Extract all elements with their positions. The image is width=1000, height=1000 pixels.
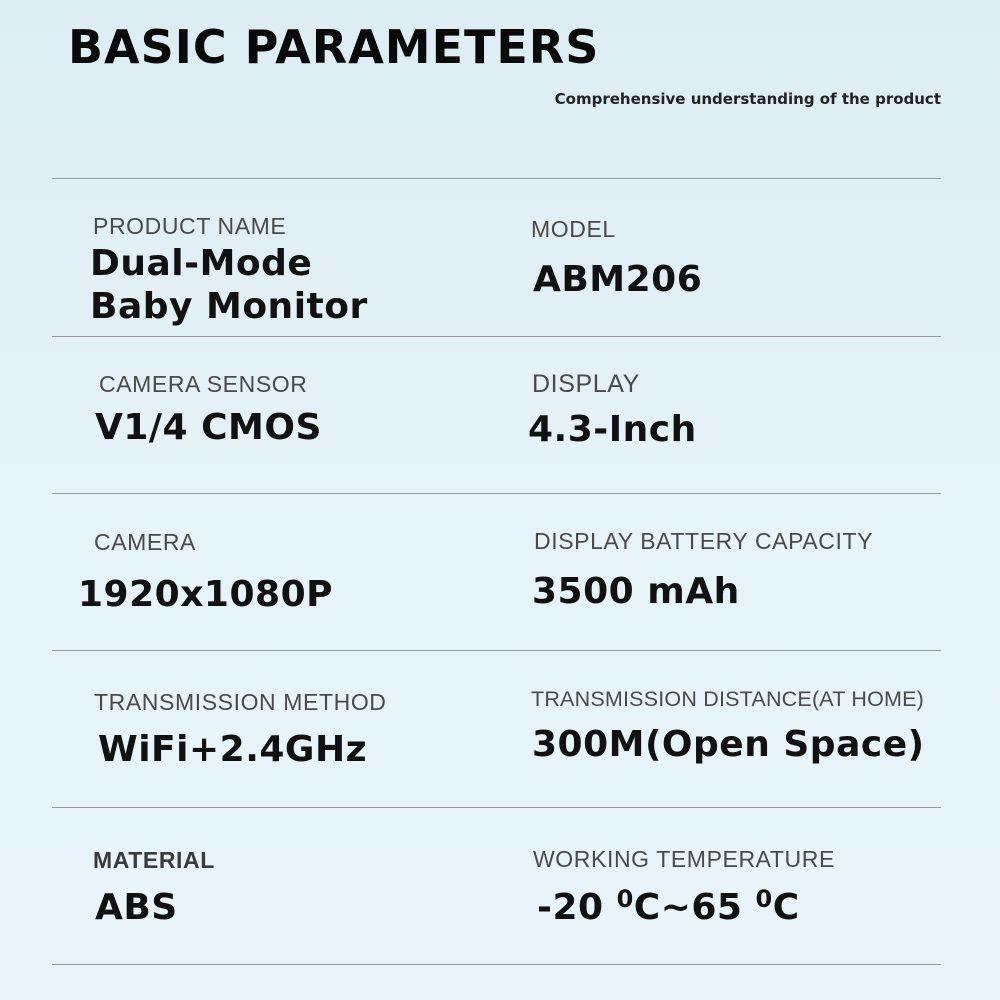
degree-symbol: 0 [755, 885, 773, 913]
temp-low-unit: C~65 [633, 887, 756, 928]
transmission-method-label: TRANSMISSION METHOD [94, 689, 387, 715]
material-value: ABS [95, 887, 178, 928]
display-label: DISPLAY [532, 370, 640, 398]
product-name-line-2: Baby Monitor [90, 286, 368, 327]
page-subtitle: Comprehensive understanding of the product [554, 90, 941, 108]
model-value: ABM206 [533, 259, 703, 300]
divider-line [52, 336, 941, 337]
working-temperature-label: WORKING TEMPERATURE [533, 846, 835, 872]
transmission-distance-value: 300M(Open Space) [532, 724, 925, 765]
battery-value: 3500 mAh [532, 571, 740, 612]
working-temperature-value [537, 886, 800, 929]
product-name-value [90, 242, 368, 328]
divider-line [52, 964, 941, 965]
temp-low-value: -20 [537, 887, 617, 928]
divider-line [52, 807, 941, 808]
transmission-method-value: WiFi+2.4GHz [98, 729, 368, 770]
model-label: MODEL [531, 216, 616, 242]
camera-sensor-label: CAMERA SENSOR [99, 371, 308, 397]
transmission-distance-label: TRANSMISSION DISTANCE(AT HOME) [531, 687, 925, 711]
battery-label: DISPLAY BATTERY CAPACITY [534, 528, 874, 554]
camera-value: 1920x1080P [78, 574, 333, 615]
product-name-label: PRODUCT NAME [93, 213, 287, 239]
page-title: BASIC PARAMETERS [68, 20, 600, 74]
divider-line [52, 178, 941, 179]
temp-high-unit: C [772, 887, 800, 928]
camera-label: CAMERA [94, 529, 197, 555]
camera-sensor-value: V1/4 CMOS [95, 407, 322, 448]
degree-symbol: 0 [616, 885, 634, 913]
material-label: MATERIAL [93, 847, 215, 873]
divider-line [52, 493, 941, 494]
product-name-line-1: Dual-Mode [90, 243, 313, 284]
divider-line [52, 650, 941, 651]
display-value: 4.3-Inch [528, 409, 697, 450]
